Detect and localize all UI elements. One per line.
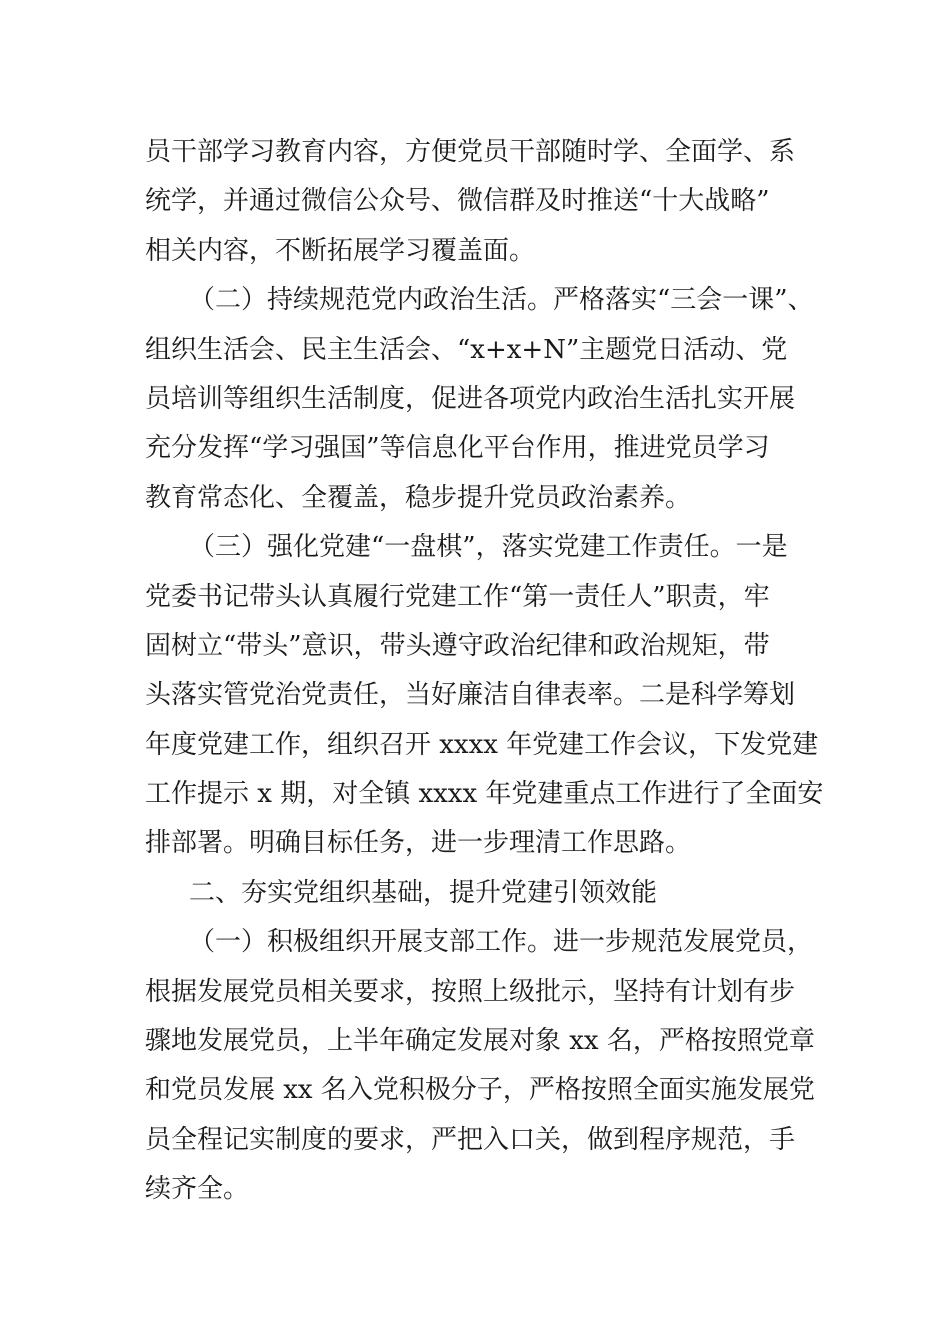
text-line: 充分发挥“学习强国”等信息化平台作用，推进党员学习 [145, 433, 770, 464]
section-heading-line: （二）持续规范党内政治生活。严格落实“三会一课”、 [189, 285, 814, 316]
text-line: 工作提示 x 期，对全镇 xxxx 年党建重点工作进行了全面安 [145, 779, 824, 810]
section-heading-line: （三）强化党建“一盘棋”，落实党建工作责任。一是 [189, 532, 788, 563]
text-line: 固树立“带头”意识，带头遵守政治纪律和政治规矩，带 [145, 630, 770, 661]
text-line: 员培训等组织生活制度，促进各项党内政治生活扎实开展 [145, 383, 796, 414]
body-text [145, 128, 825, 1215]
text-line: 党委书记带头认真履行党建工作“第一责任人”职责，牢 [145, 581, 770, 612]
chapter-heading: 二、夯实党组织基础，提升党建引领效能 [189, 877, 658, 908]
text-line: 头落实管党治党责任，当好廉洁自律表率。二是科学筹划 [145, 680, 796, 711]
text-line: 员全程记实制度的要求，严把入口关，做到程序规范，手 [145, 1124, 796, 1155]
text-line: 组织生活会、民主生活会、“x+x+N”主题党日活动、党 [145, 334, 788, 365]
text-line: 根据发展党员相关要求，按照上级批示，坚持有计划有步 [145, 976, 796, 1007]
text-line: 年度党建工作，组织召开 xxxx 年党建工作会议，下发党建 [145, 729, 819, 760]
text-line: 员干部学习教育内容，方便党员干部随时学、全面学、系 [145, 137, 796, 167]
text-line: 教育常态化、全覆盖，稳步提升党员政治素养。 [145, 482, 692, 513]
text-line: 排部署。明确目标任务，进一步理清工作思路。 [145, 828, 692, 859]
section-heading-line: （一）积极组织开展支部工作。进一步规范发展党员， [189, 927, 814, 958]
text-line: 续齐全。 [145, 1174, 250, 1205]
text-line: 和党员发展 xx 名入党积极分子，严格按照全面实施发展党 [145, 1075, 815, 1106]
text-line: 骤地发展党员，上半年确定发展对象 xx 名，严格按照党章 [145, 1026, 815, 1057]
text-line: 相关内容，不断拓展学习覆盖面。 [145, 235, 536, 266]
text-line: 统学，并通过微信公众号、微信群及时推送“十大战略” [145, 186, 770, 217]
